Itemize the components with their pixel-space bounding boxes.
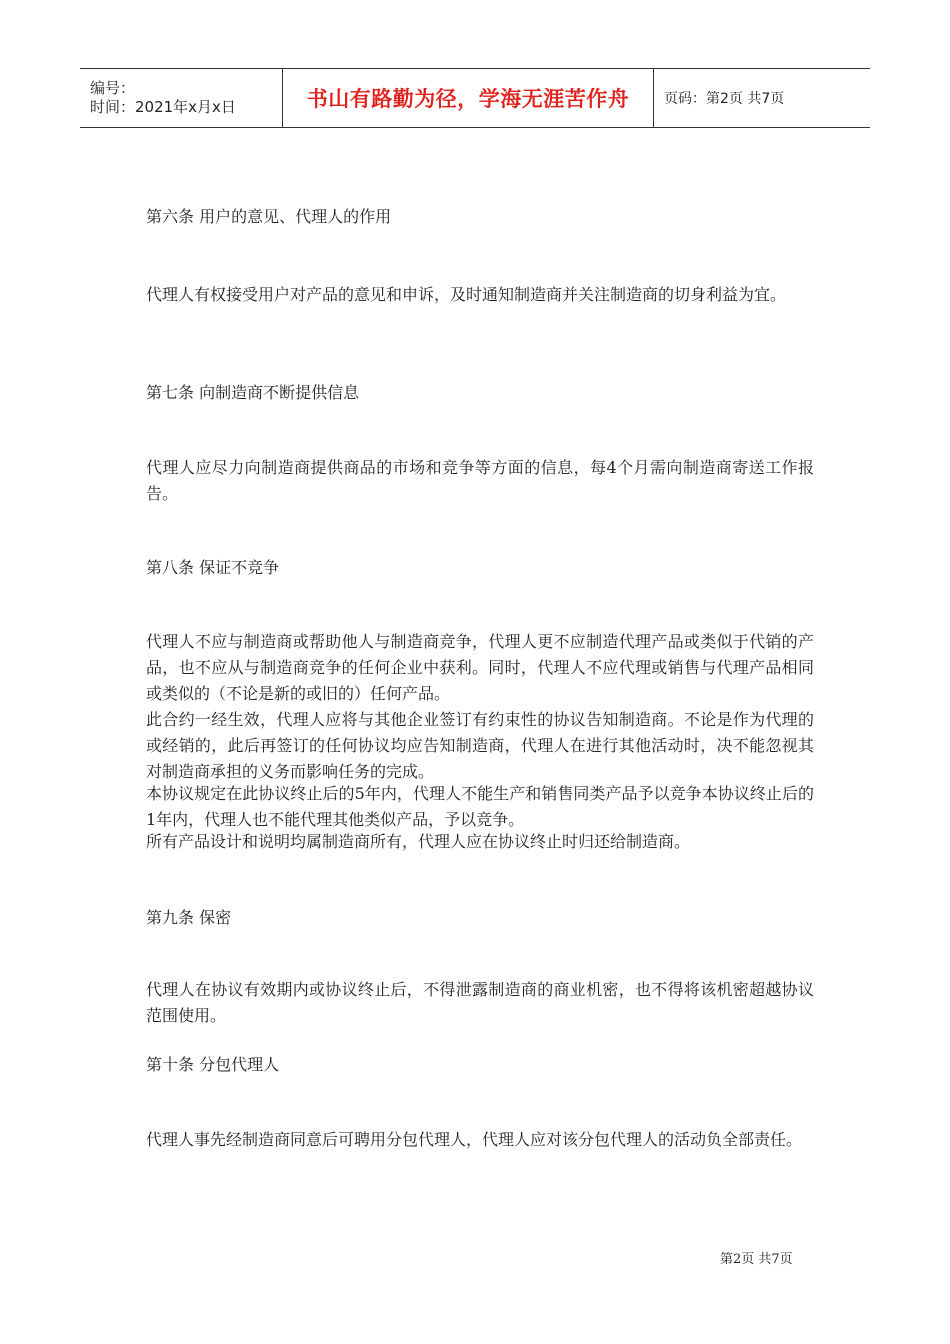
page-footer: 第2页 共7页: [720, 1252, 793, 1267]
article-8-paragraph-3: 本协议规定在此协议终止后的5年内，代理人不能生产和销售同类产品予以竞争本协议终止后的1年内，代理人也不能代理其他类似产品，予以竞争。: [146, 784, 814, 829]
article-7-paragraph: 代理人应尽力向制造商提供商品的市场和竞争等方面的信息，每4个月需向制造商寄送工作报告。: [146, 458, 814, 503]
article-8-paragraph-1: 代理人不应与制造商或帮助他人与制造商竞争，代理人更不应制造代理产品或类似于代销的产品，也不应从与制造商竞争的任何企业中获利。同时，代理人不应代理或销售与代理产品相同或类似的（不论是新的或旧的）任何产品。: [146, 632, 814, 703]
article-7-heading: 第七条 向制造商不断提供信息: [146, 383, 360, 402]
serial-label: 编号：: [90, 79, 136, 97]
article-9-paragraph: 代理人在协议有效期内或协议终止后，不得泄露制造商的商业机密，也不得将该机密超越协议范围使用。: [146, 980, 814, 1025]
article-6-heading: 第六条 用户的意见、代理人的作用: [146, 207, 392, 226]
article-8-paragraph-4: 所有产品设计和说明均属制造商所有，代理人应在协议终止时归还给制造商。: [146, 832, 691, 851]
time-label: 时间：2021年x月x日: [90, 98, 236, 116]
header-page-number: 页码：第2页 共7页: [664, 91, 785, 107]
article-10-heading: 第十条 分包代理人: [146, 1055, 280, 1074]
header-motto-cell: [282, 69, 654, 127]
page-header: [80, 68, 870, 128]
article-8-paragraph-2: 此合约一经生效，代理人应将与其他企业签订有约束性的协议告知制造商。不论是作为代理的或经销的，此后再签订的任何协议均应告知制造商，代理人在进行其他活动时，决不能忽视其对制造商承担的义务而影响任务的完成。: [146, 710, 814, 781]
header-meta: [80, 69, 282, 127]
article-6-paragraph: 代理人有权接受用户对产品的意见和申诉，及时通知制造商并关注制造商的切身利益为宜。: [146, 285, 787, 304]
article-9-heading: 第九条 保密: [146, 908, 232, 927]
article-10-paragraph: 代理人事先经制造商同意后可聘用分包代理人，代理人应对该分包代理人的活动负全部责任。: [146, 1130, 803, 1149]
motto: 书山有路勤为径，学海无涯苦作舟: [306, 87, 630, 111]
article-8-heading: 第八条 保证不竞争: [146, 558, 280, 577]
header-page-info: [654, 69, 870, 127]
